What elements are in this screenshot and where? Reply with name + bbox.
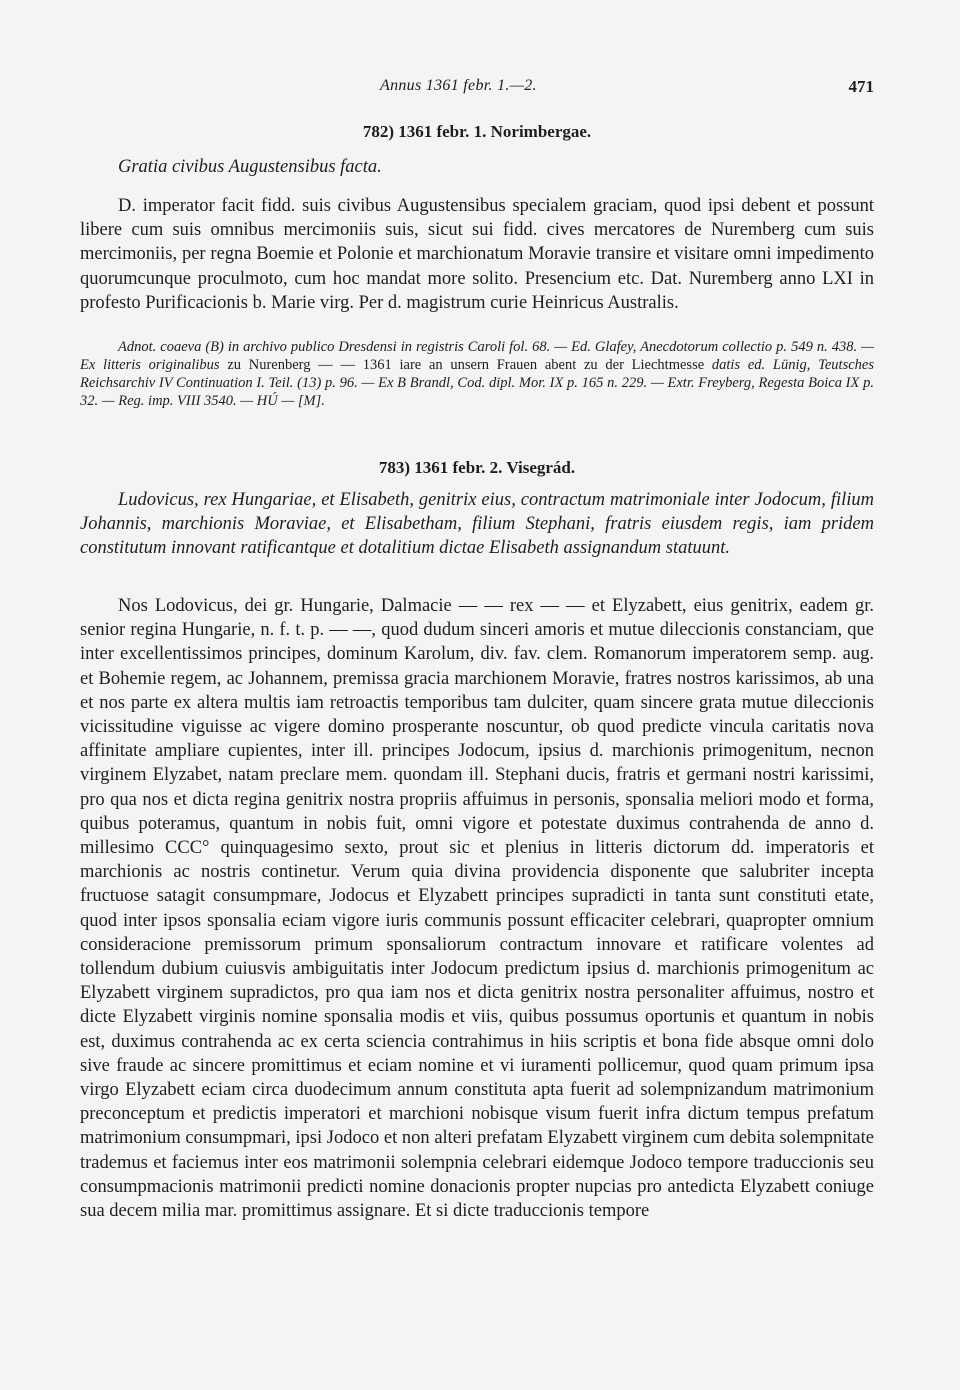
doc-783-summary-text: Ludovicus, rex Hungariae, et Elisabeth, genitrix eius, contractum matrimoniale inter Jodocum, filium Johannis, marchionis Moraviae, et Elisabetham, filium Stephani, fratris eiusdem regis, iam pridem constitutum innovant ratificantque et dotalitium dictae Elisabeth assignandum statuunt. bbox=[80, 490, 874, 559]
note-italic-part-2: datis ed. Lünig, Teutsches Reichsarchiv IV Continuation I. Teil. (13) p. 96. — Ex B Brandl, Cod. dipl. Mor. IX p. 165 n. 229. — Extr. Freyberg, Regesta Boica IX p. 32. — Reg. imp. VIII 3540. — HÚ — [M]. bbox=[80, 357, 874, 409]
doc-783-text bbox=[80, 594, 874, 1223]
running-head: Annus 1361 febr. 1.—2. bbox=[380, 77, 537, 94]
page-number: 471 bbox=[848, 77, 874, 96]
doc-782-note bbox=[80, 338, 874, 410]
doc-783-body: Nos Lodovicus, dei gr. Hungarie, Dalmacie — — rex — — et Elyzabett, eius genitrix, eadem gr. senior regina Hungarie, n. f. t. p. — —, quod dudum sinceri amoris et mutue dileccionis constanciam, que inter excellentissimos principes, dominum Karolum, div. fav. clem. Romanorum imperatorem semp. aug. et Bohemie regem, ac Johannem, premissa gracia marchionem Moravie, fratres nostros karissimos, ab una et nos parte ex altera multis iam retroactis temporibus tam dulciter, quam sincere grata mutue dileccionis vicissitudine viguisse ac vigere domino prosperante noscuntur, ob quod predicte vincula caritatis nova affinitate ampliare cupientes, inter ill. principes Jodocum, ipsius d. marchionis primogenitum, necnon virginem Elyzabet, natam preclare mem. quondam ill. Stephani ducis, fratris et germani nostri karissimi, pro qua nos et dicta regina genitrix nostra propriis affuimus in personis, sponsalia meliori modo et forma, quibus poteramus, quantum in nobis fuit, omni vigore et potestate duximus contrahenda de anno d. millesimo CCC° quinquagesimo sexto, prout sic et plenius in litteris dictorum dd. imperatoris et marchionis ac nostris continetur. Verum quia divina providencia disponente que salubriter incepta fructuose satagit consumpmare, Jodocus et Elyzabett principes supradicti in tanta sunt constituti etate, quod inter ipsos sponsalia eciam vigore iuris communis possunt efficaciter celebrari, quapropter omnium consideracione premissorum primum sponsaliorum contractum innovare et ratificare volentes ad tollendum dubium cuiusvis ambiguitatis inter Jodocum predictum ipsius d. marchionis primogenitum ac Elyzabett virginem supradictos, pro qua iam nos et dicta genitrix nostra personaliter affuimus, nostro et dicte Elyzabett virginis nomine sponsalia modis et viis, quibus possumus oportunis et quantum in nobis est, duximus contrahenda ac ex certa sciencia contrahimus in hiis scriptis et bona fide absque omni dolo sive fraude ac sincere promittimus et eciam nomine et vi iuramenti pollicemur, quod quam primum ipsa virgo Elyzabett eciam circa duodecimum annum constituta apta fuerit ad solempnizandum matrimonium preconceptum et predictis imperatori et marchioni nobisque visum fuerit infra dictum tempus prefatum matrimonium consumpmari, ipsi Jodoco et non alteri prefatam Elyzabett virginem cum debita solempnitate trademus et faciemus inter eos matrimonii solempnia celebrari eidemque Jodoco tempore traduccionis seu consumpmacionis matrimonii predicti nomine donacionis propter nupcias pro antedicta Elyzabett coniuge sua decem milia mar. promittimus assignare. Et si dicte traduccionis tempore bbox=[80, 596, 874, 1222]
note-roman-part: zu Nurenberg — — 1361 iare an unsern Frauen abent zu der Liechtmesse bbox=[219, 357, 712, 373]
note-italic-part-1: Adnot. coaeva (B) in archivo publico Dresdensi in registris Caroli fol. 68. — Ed. Glafey, Anecdotorum collectio p. 549 n. 438. — Ex litteris originalibus bbox=[80, 339, 874, 373]
doc-782-body: D. imperator facit fidd. suis civibus Augustensibus specialem graciam, quod ipsi debent et possunt libere cum suis omnibus mercimoniis suis, sicut sui fidd. cives mercatores de Nuremberg cum suis mercimoniis, per regna Boemie et Polonie et marchionatum Moravie transire et visitare omni impedimento quorumcunque proculmoto, cum hoc mandat more solito. Presencium etc. Dat. Nuremberg anno LXI in profesto Purificacionis b. Marie virg. Per d. magistrum curie Heinricus Australis. bbox=[80, 196, 874, 313]
doc-783-heading: 783) 1361 febr. 2. Visegrád. bbox=[378, 458, 576, 477]
doc-783-summary bbox=[80, 488, 874, 561]
doc-782-heading: 782) 1361 febr. 1. Norimbergae. bbox=[362, 122, 592, 141]
doc-782-text bbox=[80, 194, 874, 315]
doc-782-summary: Gratia civibus Augustensibus facta. bbox=[118, 157, 382, 177]
page-header bbox=[80, 77, 874, 101]
